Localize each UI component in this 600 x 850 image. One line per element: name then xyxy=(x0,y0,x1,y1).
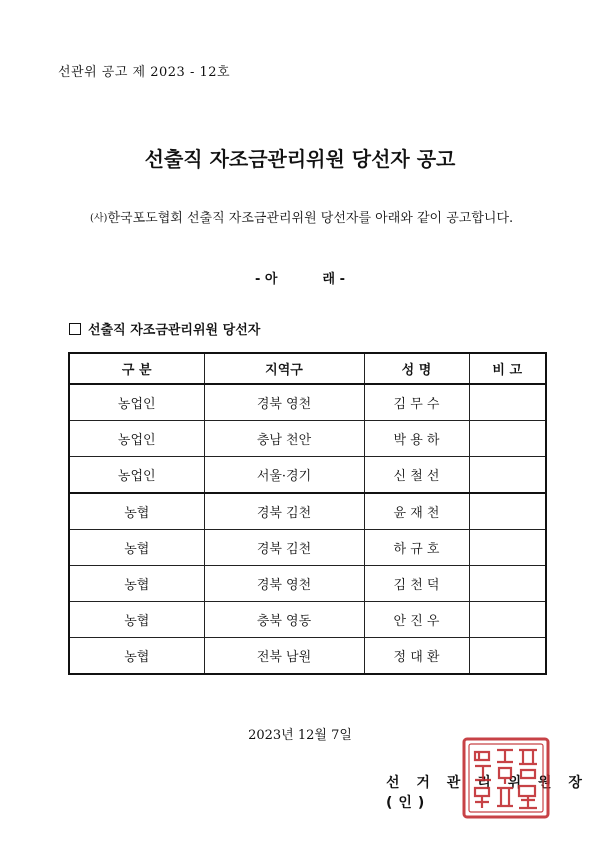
checkbox-icon xyxy=(69,323,81,335)
intro-paragraph xyxy=(90,207,513,226)
intro-text: 한국포도협회 선출직 자조금관리위원 당선자를 아래와 같이 공고합니다. xyxy=(107,211,514,226)
cell-remarks xyxy=(469,457,546,494)
header-remarks: 비 고 xyxy=(469,353,546,384)
cell-name: 하 규 호 xyxy=(364,530,469,566)
cell-remarks xyxy=(469,638,546,675)
intro-paren: (사) xyxy=(90,213,108,224)
cell-district: 전북 남원 xyxy=(204,638,364,675)
cell-name: 신 철 선 xyxy=(364,457,469,494)
winners-table xyxy=(68,352,547,675)
cell-category: 농업인 xyxy=(69,457,204,494)
cell-category: 농업인 xyxy=(69,384,204,421)
cell-category: 농협 xyxy=(69,602,204,638)
table-row xyxy=(69,384,546,421)
section-heading-text: 선출직 자조금관리위원 당선자 xyxy=(88,323,261,338)
header-name: 성 명 xyxy=(364,353,469,384)
cell-district: 경북 김천 xyxy=(204,530,364,566)
table-row xyxy=(69,638,546,675)
cell-remarks xyxy=(469,566,546,602)
issuer-signature: 선 거 관 리 위 원 장(인) xyxy=(386,775,588,811)
below-marker-left: - 아 xyxy=(254,272,278,287)
table-row xyxy=(69,457,546,494)
table-row xyxy=(69,421,546,457)
cell-remarks xyxy=(469,384,546,421)
cell-category: 농협 xyxy=(69,566,204,602)
cell-category: 농협 xyxy=(69,530,204,566)
table-row xyxy=(69,602,546,638)
section-heading xyxy=(69,319,260,338)
table-row xyxy=(69,530,546,566)
issue-date: 2023년 12월 7일 xyxy=(248,728,352,743)
table-header-row xyxy=(69,353,546,384)
cell-name: 김 무 수 xyxy=(364,384,469,421)
cell-district: 충북 영동 xyxy=(204,602,364,638)
cell-remarks xyxy=(469,421,546,457)
header-district: 지역구 xyxy=(204,353,364,384)
header-category: 구 분 xyxy=(69,353,204,384)
cell-district: 경북 영천 xyxy=(204,566,364,602)
table-row xyxy=(69,493,546,530)
below-marker-right: 래 - xyxy=(322,272,346,287)
cell-category: 농업인 xyxy=(69,421,204,457)
cell-name: 윤 재 천 xyxy=(364,493,469,530)
page-title: 선출직 자조금관리위원 당선자 공고 xyxy=(144,147,456,171)
cell-category: 농협 xyxy=(69,638,204,675)
notice-number: 선관위 공고 제 2023 - 12호 xyxy=(58,65,231,80)
cell-district: 서울·경기 xyxy=(204,457,364,494)
cell-district: 경북 김천 xyxy=(204,493,364,530)
cell-category: 농협 xyxy=(69,493,204,530)
official-seal-icon xyxy=(461,736,551,820)
cell-remarks xyxy=(469,493,546,530)
table-row xyxy=(69,566,546,602)
cell-name: 김 천 덕 xyxy=(364,566,469,602)
cell-district: 충남 천안 xyxy=(204,421,364,457)
cell-remarks xyxy=(469,530,546,566)
cell-remarks xyxy=(469,602,546,638)
cell-name: 정 대 환 xyxy=(364,638,469,675)
cell-district: 경북 영천 xyxy=(204,384,364,421)
below-marker xyxy=(0,268,600,287)
cell-name: 박 용 하 xyxy=(364,421,469,457)
cell-name: 안 진 우 xyxy=(364,602,469,638)
